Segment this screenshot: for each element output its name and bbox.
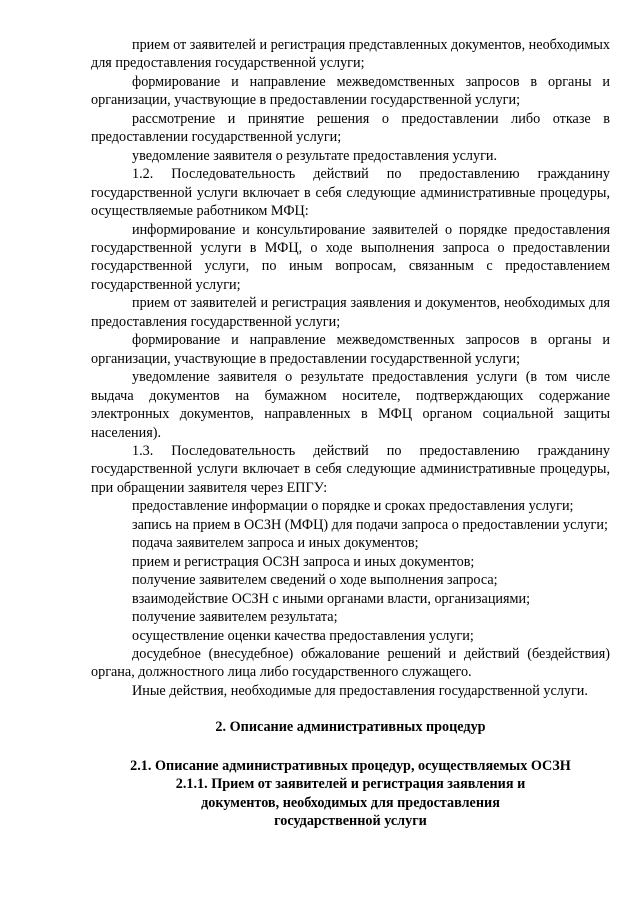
paragraph-6: информирование и консультирование заявителей о порядке предоставления государственной услуги в МФЦ, о ходе выполнения запроса о предоставлении государственной услуги, по иным вопросам, связанным с предоставлением государственной услуги; — [91, 221, 610, 293]
paragraph-10: 1.3. Последовательность действий по предоставлению гражданину государственной услуги включает в себя следующие административные процедуры, при обращении заявителя через ЕПГУ: — [91, 442, 610, 496]
paragraph-12: запись на прием в ОСЗН (МФЦ) для подачи запроса о предоставлении услуги; — [132, 516, 608, 533]
paragraph-2: формирование и направление межведомственных запросов в органы и организации, участвующие в предоставлении государственной услуги; — [91, 73, 610, 109]
paragraph-4: уведомление заявителя о результате предоставления услуги. — [132, 147, 498, 164]
paragraph-3: рассмотрение и принятие решения о предоставлении либо отказе в предоставлении государственной услуги; — [91, 110, 610, 146]
paragraph-13: подача заявителем запроса и иных документов; — [132, 535, 419, 552]
document-page — [91, 36, 610, 831]
paragraph-20: Иные действия, необходимые для предоставления государственной услуги. — [132, 682, 588, 699]
subsubsection-heading-line-3: государственной услуги — [274, 813, 427, 830]
section-heading: 2. Описание административных процедур — [215, 719, 486, 736]
paragraph-16: взаимодействие ОСЗН с иными органами власти, организациями; — [132, 590, 531, 607]
paragraph-11: предоставление информации о порядке и сроках предоставления услуги; — [132, 498, 574, 515]
paragraph-7: прием от заявителей и регистрация заявления и документов, необходимых для предоставления государственной услуги; — [91, 295, 610, 330]
subsubsection-heading-line-1: 2.1.1. Прием от заявителей и регистрация заявления и — [175, 776, 526, 793]
paragraph-18: осуществление оценки качества предоставления услуги; — [132, 627, 474, 644]
paragraph-9: уведомление заявителя о результате предоставления услуги (в том числе выдача документов на бумажном носителе, подтверждающих содержание электронных документов, направленных в МФЦ органом социальной защиты населения). — [91, 369, 610, 441]
paragraph-19: досудебное (внесудебное) обжалование решений и действий (бездействия) органа, должностного лица либо государственного служащего. — [91, 645, 610, 681]
subsubsection-heading-line-2: документов, необходимых для предоставления — [201, 794, 500, 811]
paragraph-8: формирование и направление межведомственных запросов в органы и организации, участвующие в предоставлении государственной услуги; — [91, 332, 610, 367]
paragraph-14: прием и регистрация ОСЗН запроса и иных документов; — [132, 553, 475, 570]
subsection-heading: 2.1. Описание административных процедур, осуществляемых ОСЗН — [130, 757, 571, 774]
subsection-heading-block — [91, 757, 610, 831]
paragraph-1: прием от заявителей и регистрация представленных документов, необходимых для предоставления государственной услуги; — [91, 37, 610, 72]
paragraph-17: получение заявителем результата; — [132, 609, 338, 626]
paragraph-15: получение заявителем сведений о ходе выполнения запроса; — [132, 572, 498, 589]
paragraph-5: 1.2. Последовательность действий по предоставлению гражданину государственной услуги включает в себя следующие административные процедуры, осуществляемые работником МФЦ: — [91, 166, 610, 220]
